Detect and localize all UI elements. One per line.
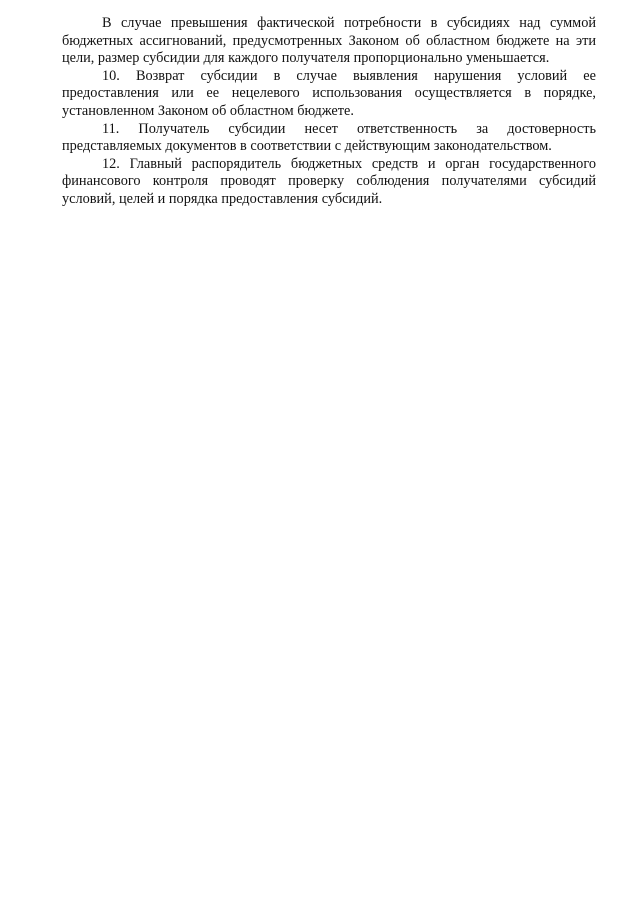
paragraph-11-responsibility: 11. Получатель субсидии несет ответственность за достоверность представляемых документов в соответствии с действующим законодательством.	[62, 120, 596, 155]
paragraph-excess-need: В случае превышения фактической потребности в субсидиях над суммой бюджетных ассигнований, предусмотренных Законом об областном бюджете на эти цели, размер субсидии для каждого получателя пропорционально уменьшается.	[62, 15, 596, 67]
document-page	[62, 15, 596, 209]
paragraph-12-control: 12. Главный распорядитель бюджетных средств и орган государственного финансового контроля проводят проверку соблюдения получателями субсидий условий, целей и порядка предоставления субсидий.	[62, 155, 596, 207]
paragraph-10-refund: 10. Возврат субсидии в случае выявления нарушения условий ее предоставления или ее нецелевого использования осуществляется в порядке, установленном Законом об областном бюджете.	[62, 67, 596, 119]
